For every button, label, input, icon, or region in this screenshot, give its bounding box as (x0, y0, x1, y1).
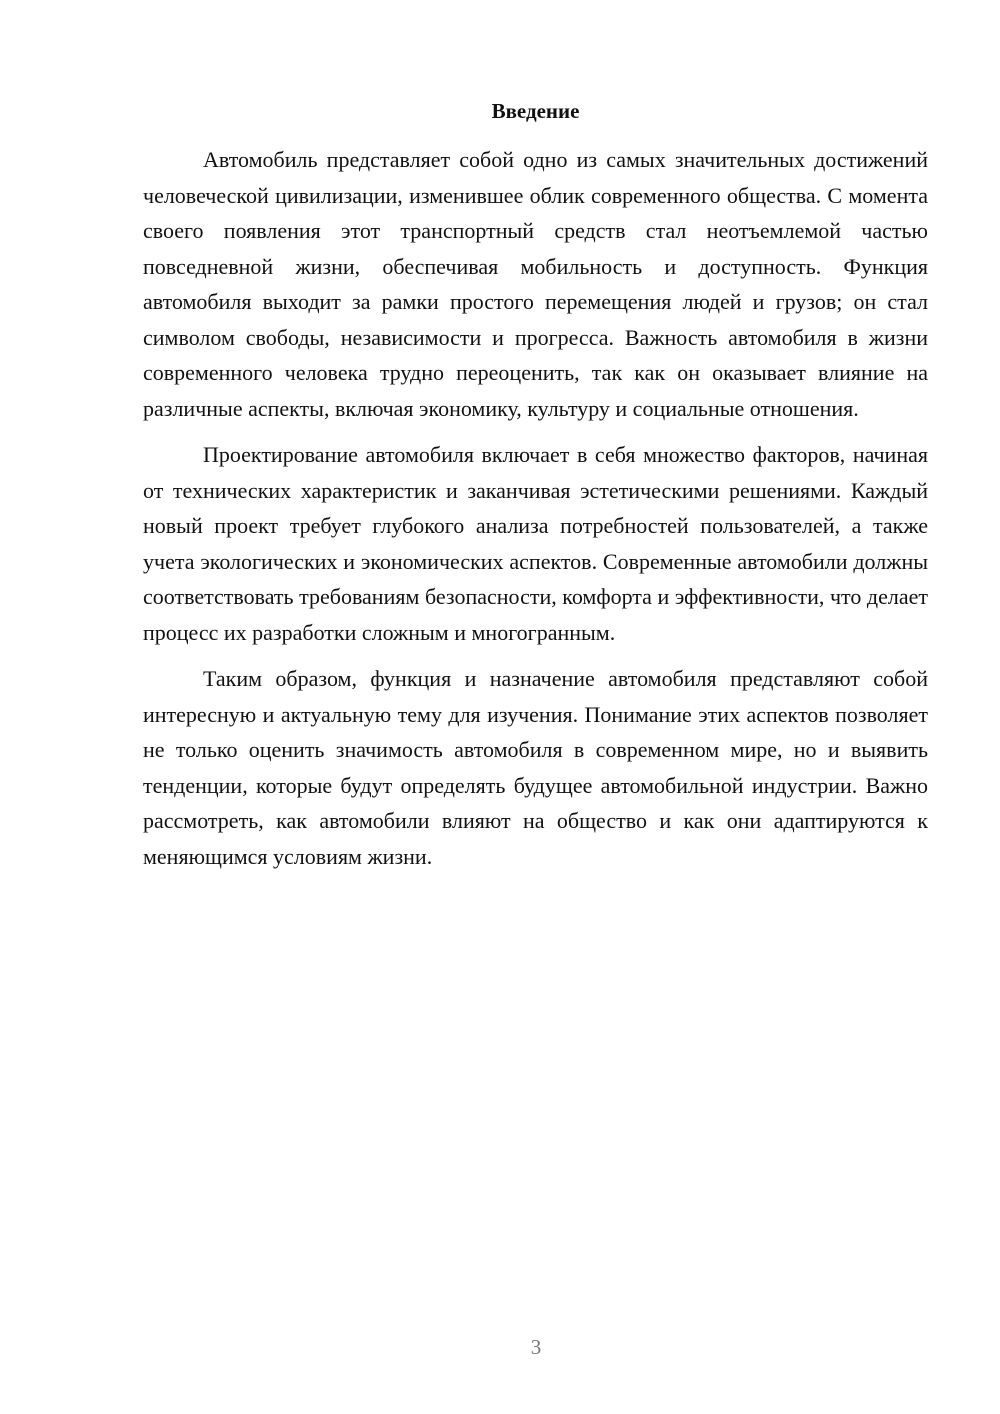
page-number: 3 (530, 1335, 542, 1359)
paragraph-2: Проектирование автомобиля включает в себя множество факторов, начиная от технических характеристик и заканчивая эстетическими решениями. Каждый новый проект требует глубокого анализа потребностей пользователей, а также учета экологических и экономических аспектов. Современные автомобили должны соответствовать требованиям безопасности, комфорта и эффективности, что делает процесс их разработки сложным и многогранным. (143, 442, 928, 645)
paragraph-1: Автомобиль представляет собой одно из самых значительных достижений человеческой цивилизации, изменившее облик современного общества. С момента своего появления этот транспортный средств стал неотъемлемой частью повседневной жизни, обеспечивая мобильность и доступность. Функция автомобиля выходит за рамки простого перемещения людей и грузов; он стал символом свободы, независимости и прогресса. Важность автомобиля в жизни современного человека трудно переоценить, так как он оказывает влияние на различные аспекты, включая экономику, культуру и социальные отношения. (143, 147, 928, 421)
body-text (143, 142, 928, 874)
paragraph-3: Таким образом, функция и назначение автомобиля представляют собой интересную и актуальную тему для изучения. Понимание этих аспектов позволяет не только оценить значимость автомобиля в современном мире, но и выявить тенденции, которые будут определять будущее автомобильной индустрии. Важно рассмотреть, как автомобили влияют на общество и как они адаптируются к меняющимся условиям жизни. (143, 666, 928, 869)
section-heading: Введение (491, 99, 580, 123)
